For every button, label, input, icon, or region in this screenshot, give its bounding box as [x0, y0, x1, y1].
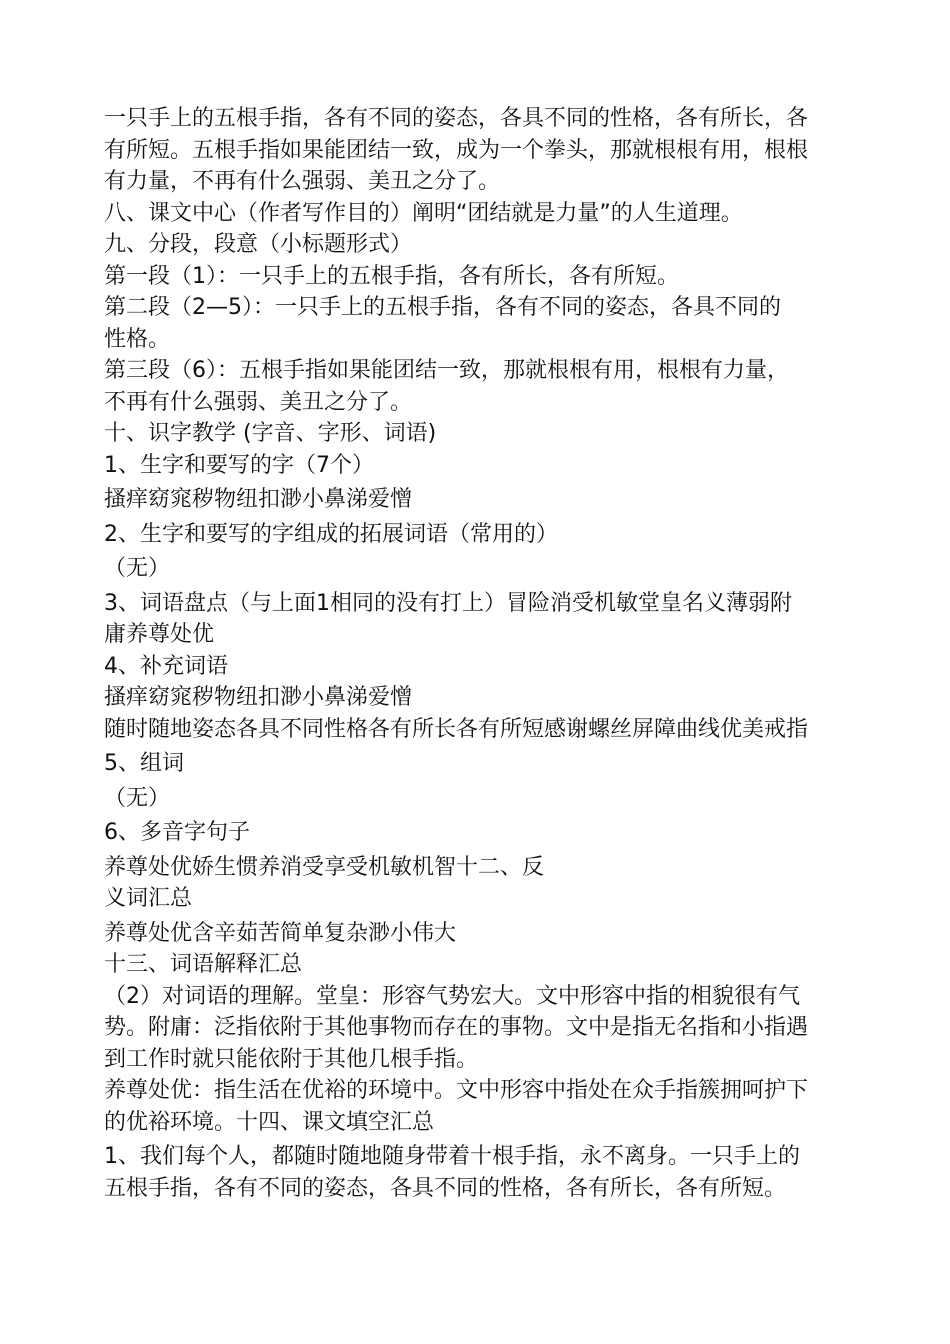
text-line: 到工作时就只能依附于其他几根手指。 — [104, 1046, 479, 1072]
text-line: 有所短。五根手指如果能团结一致，成为一个拳头，那就根根有用，根根 — [104, 137, 809, 163]
section-heading: 十三、词语解释汇总 — [104, 952, 303, 977]
section-heading: 十、识字教学 (字音、字形、词语) — [104, 421, 437, 446]
sub-heading: 2、生字和要写的字组成的拓展词语（常用的） — [104, 521, 558, 547]
text-line: （无） — [104, 785, 171, 811]
section-heading: 八、课文中心（作者写作目的）阐明“团结就是力量”的人生道理。 — [104, 200, 743, 226]
text-line: 性格。 — [104, 326, 171, 352]
text-line: 不再有什么强弱、美丑之分了。 — [104, 389, 413, 415]
sub-heading: 1、生字和要写的字（7个） — [104, 452, 374, 478]
text-line: 搔痒窈窕秽物纽扣渺小鼻涕爱憎 — [104, 487, 413, 512]
text-line: 的优裕环境。十四、课文填空汇总 — [104, 1109, 435, 1135]
sub-heading: 6、多音字句子 — [104, 820, 250, 845]
text-line: 一只手上的五根手指，各有不同的姿态，各具不同的性格，各有所长，各 — [104, 106, 809, 131]
text-line: 搔痒窈窕秽物纽扣渺小鼻涕爱憎 — [104, 685, 413, 710]
section-heading: 九、分段，段意（小标题形式） — [104, 232, 413, 257]
sub-heading: 4、补充词语 — [104, 653, 228, 679]
text-line: 随时随地姿态各具不同性格各有所长各有所短感谢螺丝屏障曲线优美戒指 — [104, 716, 809, 742]
text-line: 第二段（2—5）：一只手上的五根手指，各有不同的姿态，各具不同的 — [104, 295, 781, 320]
text-line: 1、我们每个人，都随时随地随身带着十根手指，永不离身。一只手上的 — [104, 1144, 800, 1169]
text-line: 五根手指，各有不同的姿态，各具不同的性格，各有所长，各有所短。 — [104, 1175, 787, 1201]
text-line: （2）对词语的理解。堂皇：形容气势宏大。文中形容中指的相貌很有气 — [104, 983, 800, 1009]
sub-heading: 3、词语盘点（与上面1相同的没有打上）冒险消受机敏堂皇名义薄弱附 — [104, 590, 792, 616]
document-page — [104, 103, 864, 1204]
text-line: 养尊处优含辛茹苦简单复杂渺小伟大 — [104, 920, 457, 946]
text-line: 庸养尊处优 — [104, 622, 215, 647]
text-line: 第一段（1）：一只手上的五根手指，各有所长，各有所短。 — [104, 263, 679, 289]
text-line: 势。附庸：泛指依附于其他事物而存在的事物。文中是指无名指和小指遇 — [104, 1015, 809, 1040]
text-line: 有力量，不再有什么强弱、美丑之分了。 — [104, 169, 501, 194]
sub-heading: 5、组词 — [104, 751, 184, 776]
text-line: 第三段（6）：五根手指如果能团结一致，那就根根有用，根根有力量， — [104, 358, 789, 383]
text-line: 养尊处优娇生惯养消受享受机敏机智十二、反 — [104, 854, 545, 880]
text-line: 义词汇总 — [104, 886, 193, 911]
text-line: 养尊处优：指生活在优裕的环境中。文中形容中指处在众手指簇拥呵护下 — [104, 1078, 809, 1103]
text-line: （无） — [104, 556, 171, 581]
